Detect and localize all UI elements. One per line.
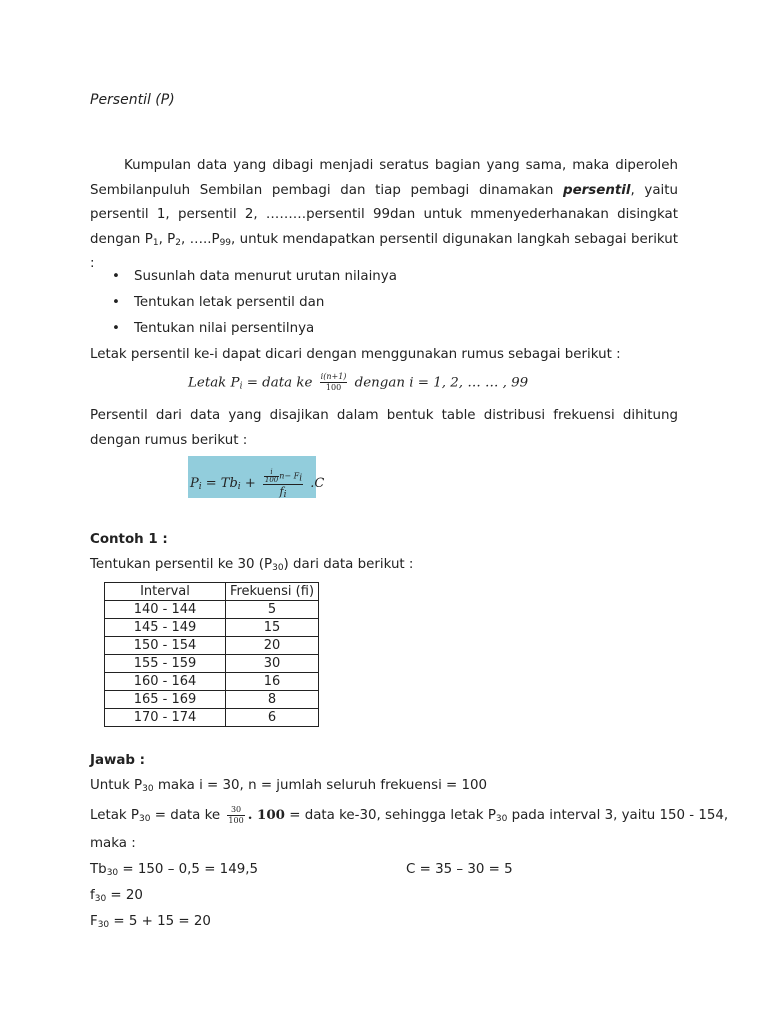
f-line: $f_{30} = 20$	[90, 888, 143, 904]
intro-paragraph: Kumpulan data yang dibagi menjadi seratus bagian yang sama, maka diperoleh Sembilanpuluh Sembilan pembagi dan tiap pembagi dinamakan persentil, yaitu persentil 1, persentil 2, ………persentil 99dan untuk mmenyederhanakan disingkat dengan $P_1$, $P_2$, $\dots..P_{99}$, untuk mendapatkan persentil digunakan langkah sebagai berikut :	[90, 158, 679, 272]
table-row: 145 - 149 15	[105, 619, 319, 637]
formula-box	[188, 456, 325, 500]
example-heading: Contoh 1 :	[90, 532, 168, 547]
table-row: 160 - 164 16	[105, 673, 319, 691]
persentil-term: persentil	[563, 182, 631, 198]
answer-line-2: Letak $P_{30}$ = data ke $\frac{30}{100}$ . 100 = data ke-30, sehingga letak $P_{30}$ pada interval 3, yaitu 150 - 154,	[90, 804, 729, 825]
table-row: 140 - 144 5	[105, 601, 319, 619]
tb-line: $Tb_{30} = 150 - 0,5 = 149,5$	[90, 862, 259, 878]
table-intro: Persentil dari data yang disajikan dalam bentuk table distribusi frekuensi dihitung dengan rumus berikut :	[90, 408, 678, 448]
table-row: 150 - 154 20	[105, 637, 319, 655]
formula-letak: Letak $P_i$ = data ke $\frac{i(n+1)}{100}$ dengan i = 1, 2, … … , 99	[188, 372, 529, 392]
table-row: 170 - 174 6	[105, 709, 319, 727]
list-item: • Tentukan nilai persentilnya	[90, 316, 397, 342]
frequency-table	[104, 582, 319, 727]
column-header-interval: Interval	[105, 583, 226, 601]
column-header-frequency: Frekuensi (fi)	[226, 583, 319, 601]
answer-heading: Jawab :	[90, 753, 146, 768]
fraction: $\frac{i}{100}$ $n- F_i$ $f_i$	[264, 468, 303, 500]
list-item: • Tentukan letak persentil dan	[90, 290, 397, 316]
example-prompt: Tentukan persentil ke 30 $(P_{30})$ dari data berikut :	[90, 557, 414, 573]
steps-list	[90, 264, 397, 342]
list-item: • Susunlah data menurut urutan nilainya	[90, 264, 397, 290]
c-line: C = 35 – 30 = 5	[406, 862, 513, 877]
page-title: Persentil (P)	[90, 92, 175, 108]
formula-persentil: $P_i = Tb_i$ + $\frac{i}{100}$ $n- F_i$ $f_i$ .C	[190, 468, 325, 500]
letak-intro: Letak persentil ke-i dapat dicari dengan menggunakan rumus sebagai berikut :	[90, 347, 621, 362]
table-row: 155 - 159 30	[105, 655, 319, 673]
answer-line-1: Untuk $P_{30}$ maka i = 30, n = jumlah seluruh frekuensi = 100	[90, 778, 488, 794]
fraction: $\frac{i(n+1)}{100}$	[320, 372, 347, 392]
table-row: 165 - 169 8	[105, 691, 319, 709]
answer-line-3: maka :	[90, 836, 136, 851]
cumulative-f-line: $F_{30} = 5 + 15 = 20$	[90, 914, 211, 930]
table-header-row	[105, 583, 319, 601]
fraction: $\frac{30}{100}$	[228, 804, 244, 825]
